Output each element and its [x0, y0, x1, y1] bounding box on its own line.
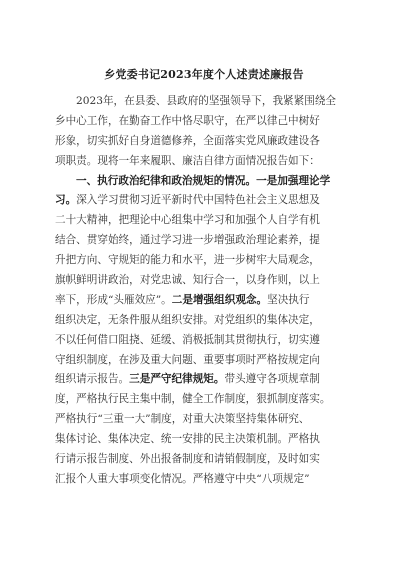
- paragraph-text: 升把方向、守规矩的能力和水平，进一步树牢大局观念，: [55, 254, 320, 267]
- document-title: 乡党委书记2023年度个人述责述廉报告: [104, 68, 304, 81]
- document-line: [55, 470, 357, 490]
- bold-heading-text: 一、执行政治纪律和政治规矩的情况。一是加强理论学: [76, 174, 331, 187]
- document-line: [55, 390, 357, 410]
- paragraph-text: 形象，切实抓好自身道德修养，全面落实党风廉政建设各: [55, 134, 320, 147]
- paragraph-text: 2023年，在县委、县政府的坚强领导下，我紧紧围绕全: [76, 95, 337, 107]
- document-line: [55, 450, 357, 470]
- document-line: [55, 251, 357, 271]
- paragraph-text: 度，严格执行民主集中制，健全工作制度，狠抓制度落实。: [55, 393, 331, 406]
- document-line: [55, 172, 357, 192]
- document-line: [55, 430, 357, 450]
- document-line: [55, 410, 357, 430]
- document-line: [55, 370, 357, 390]
- document-line: [55, 311, 357, 331]
- paragraph-text: 严格执行“三重一大”制度，对重大决策坚持集体研究、: [55, 413, 310, 426]
- document-line: [55, 331, 357, 351]
- document-line: [55, 231, 357, 251]
- paragraph-text: 行请示报告制度、外出报备制度和请销假制度，及时如实: [55, 453, 320, 466]
- bold-heading-text: 习。: [55, 194, 77, 207]
- paragraph-text: 率下，形成“头雁效应”。: [55, 293, 172, 306]
- document-line: [55, 112, 357, 132]
- document-line: [55, 92, 357, 112]
- paragraph-text: 二十大精神，把理论中心组集中学习和加强个人自学有机: [55, 214, 320, 227]
- paragraph-text: 深入学习贯彻习近平新时代中国特色社会主义思想及: [76, 194, 320, 207]
- document-line: [55, 152, 357, 172]
- paragraph-text: 带头遵守各项规章制: [224, 373, 320, 386]
- document-line: [55, 351, 357, 371]
- paragraph-text: 旗帜鲜明讲政治，对党忠诚、知行合一，以身作则，以上: [55, 274, 320, 287]
- paragraph-text: 坚决执行: [267, 293, 310, 306]
- document-line: [55, 211, 357, 231]
- paragraph-text: 守组织制度，在涉及重大问题、重要事项时严格按规定向: [55, 353, 320, 366]
- paragraph-text: 汇报个人重大事项变化情况。严格遵守中央“八项规定”: [55, 472, 310, 485]
- paragraph-text: 不以任何借口阻挠、延缓、消极抵制其贯彻执行，切实遵: [55, 333, 320, 346]
- document-line: [55, 132, 357, 152]
- bold-heading-text: 二是增强组织观念。: [171, 293, 268, 306]
- document-line: [55, 291, 357, 311]
- bold-heading-text: 三是严守纪律规矩。: [129, 373, 225, 386]
- paragraph-text: 项职责。现将一年来履职、廉洁自律方面情况报告如下：: [55, 154, 320, 167]
- paragraph-text: 集体讨论、集体决定、统一安排的民主决策机制。严格执: [55, 433, 320, 446]
- document-line: [55, 191, 357, 211]
- paragraph-text: 结合、贯穿始终，通过学习进一步增强政治理论素养，提: [55, 234, 320, 247]
- document-body: [55, 92, 357, 490]
- document-line: [55, 271, 357, 291]
- paragraph-text: 乡中心工作，在勤奋工作中恪尽职守，在严以律己中树好: [55, 114, 320, 127]
- paragraph-text: 组织请示报告。: [55, 373, 130, 386]
- paragraph-text: 组织决定，无条件服从组织安排。对党组织的集体决定，: [55, 313, 320, 326]
